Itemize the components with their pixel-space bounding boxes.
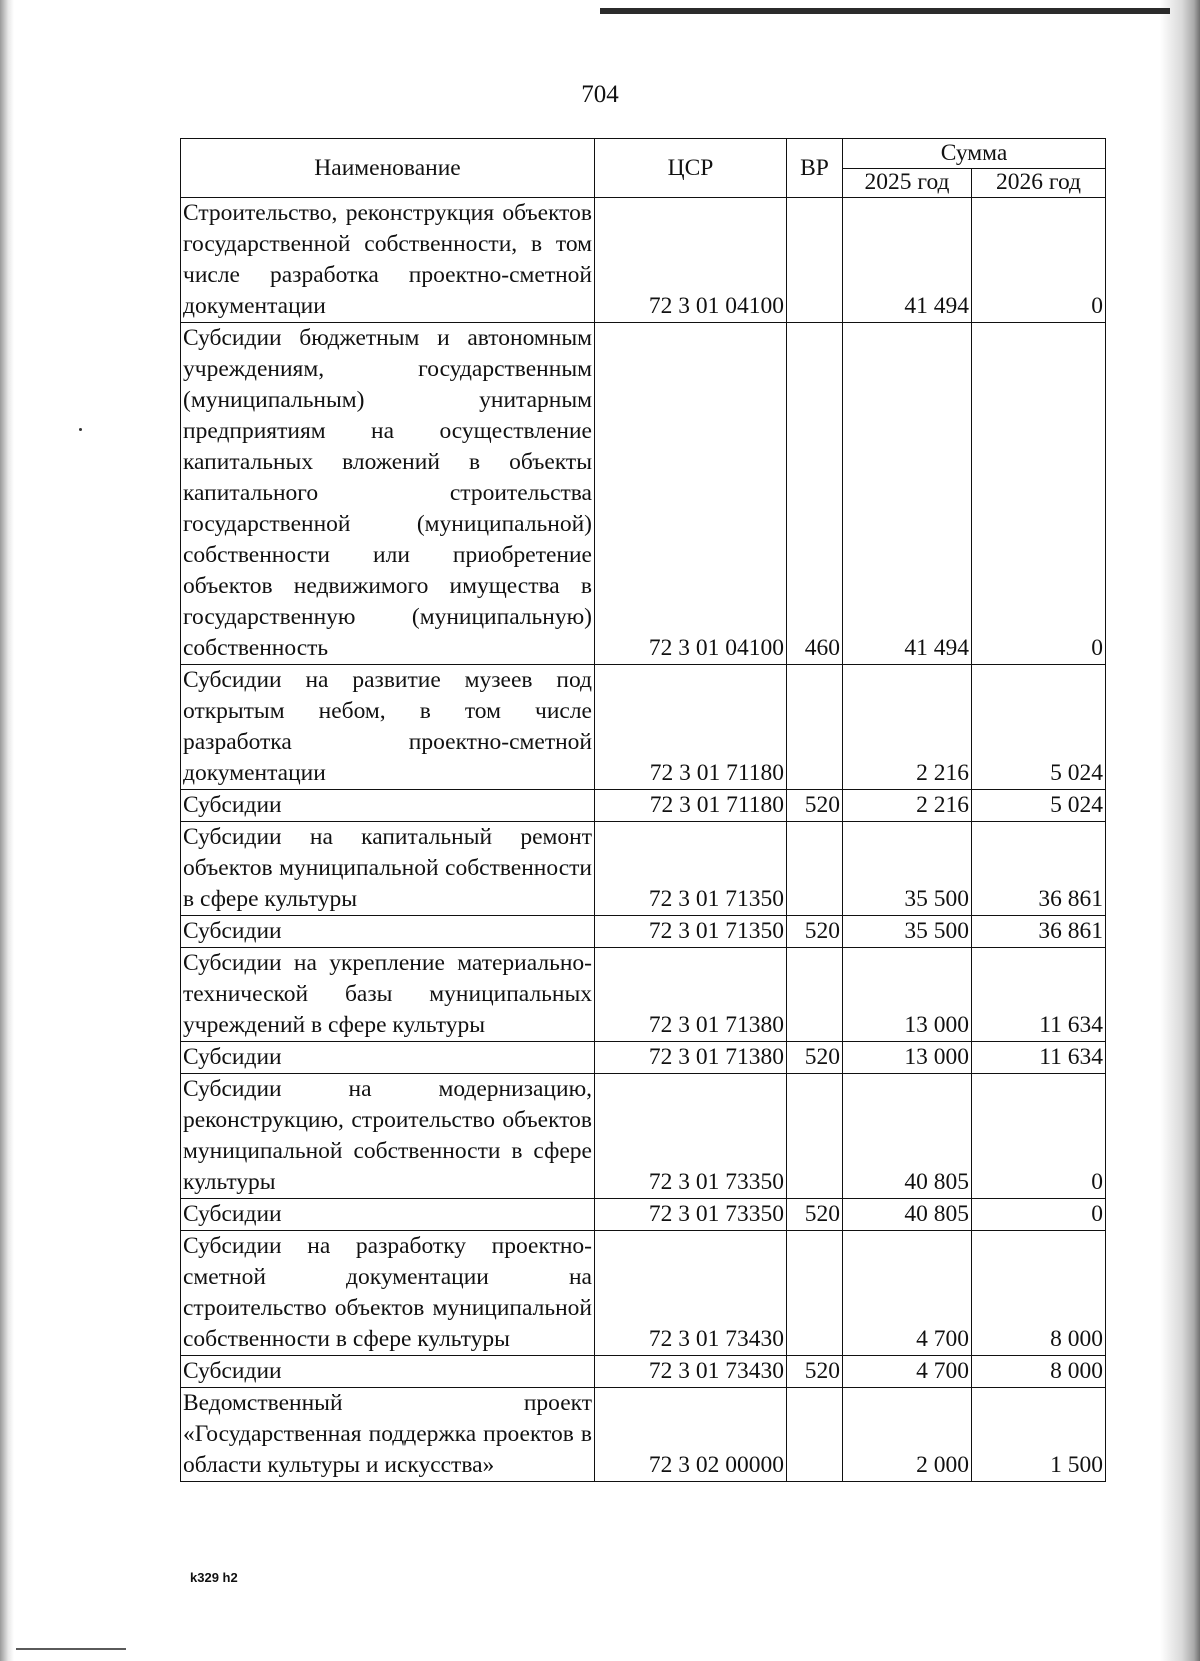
row-sum-2025: 35 500 [843,822,972,916]
row-vr [787,1388,843,1482]
row-sum-2026: 1 500 [972,1388,1106,1482]
page-number: 704 [581,81,619,108]
table-row [181,1388,1106,1482]
row-vr: 520 [787,1042,843,1074]
budget-table [180,138,1106,1482]
row-name: Субсидии на модернизацию, реконструкцию, строительство объектов муниципальной собственности в сфере культуры [181,1074,595,1199]
table-row [181,1074,1106,1199]
row-vr [787,948,843,1042]
row-vr: 520 [787,1199,843,1231]
table-row [181,1042,1106,1074]
row-name: Субсидии бюджетным и автономным учреждениям, государственным (муниципальным) унитарным предприятиям на осуществление капитальных вложений в объекты капитального строительства государственной (муниципальной) собственности или приобретение объектов недвижимого имущества в государственную (муниципальную) собственность [181,323,595,665]
row-csr: 72 3 01 71350 [595,916,787,948]
table-row [181,822,1106,916]
row-sum-2025: 41 494 [843,323,972,665]
row-sum-2026: 0 [972,198,1106,323]
row-vr [787,198,843,323]
row-csr: 72 3 01 04100 [595,198,787,323]
header-name: Наименование [181,139,595,198]
row-name: Субсидии [181,1199,595,1231]
table-row [181,948,1106,1042]
row-name: Субсидии на разработку проектно-сметной документации на строительство объектов муниципальной собственности в сфере культуры [181,1231,595,1356]
row-sum-2026: 11 634 [972,948,1106,1042]
table-row [181,916,1106,948]
row-name: Строительство, реконструкция объектов государственной собственности, в том числе разработка проектно-сметной документации [181,198,595,323]
header-sum: Сумма [843,139,1106,169]
table-row [181,790,1106,822]
row-sum-2026: 0 [972,323,1106,665]
row-name: Субсидии [181,790,595,822]
row-vr: 520 [787,790,843,822]
table-row [181,1356,1106,1388]
row-csr: 72 3 01 04100 [595,323,787,665]
row-sum-2025: 40 805 [843,1199,972,1231]
table-row [181,1231,1106,1356]
row-sum-2025: 40 805 [843,1074,972,1199]
header-vr: ВР [787,139,843,198]
row-sum-2026: 5 024 [972,790,1106,822]
row-csr: 72 3 01 71180 [595,665,787,790]
table-row [181,1199,1106,1231]
row-name: Субсидии [181,1042,595,1074]
row-csr: 72 3 01 71380 [595,948,787,1042]
row-sum-2025: 2 000 [843,1388,972,1482]
row-sum-2026: 36 861 [972,916,1106,948]
scan-speck [79,428,82,431]
row-name: Субсидии на капитальный ремонт объектов муниципальной собственности в сфере культуры [181,822,595,916]
table-row [181,198,1106,323]
row-vr [787,665,843,790]
row-sum-2025: 13 000 [843,1042,972,1074]
row-csr: 72 3 01 71380 [595,1042,787,1074]
row-csr: 72 3 01 73430 [595,1356,787,1388]
row-sum-2025: 2 216 [843,665,972,790]
header-row [181,139,1106,169]
row-name: Субсидии на укрепление материально-технической базы муниципальных учреждений в сфере культуры [181,948,595,1042]
row-sum-2026: 0 [972,1199,1106,1231]
scan-edge-bottom [16,1648,126,1650]
scan-edge-right [1160,0,1200,1661]
row-vr: 460 [787,323,843,665]
row-name: Субсидии [181,1356,595,1388]
row-sum-2026: 11 634 [972,1042,1106,1074]
row-csr: 72 3 01 73350 [595,1199,787,1231]
row-sum-2025: 4 700 [843,1231,972,1356]
row-vr: 520 [787,916,843,948]
row-sum-2025: 35 500 [843,916,972,948]
table-row [181,665,1106,790]
row-sum-2026: 8 000 [972,1231,1106,1356]
row-csr: 72 3 02 00000 [595,1388,787,1482]
row-vr [787,1231,843,1356]
row-sum-2026: 0 [972,1074,1106,1199]
row-name: Ведомственный проект «Государственная поддержка проектов в области культуры и искусства» [181,1388,595,1482]
row-sum-2025: 13 000 [843,948,972,1042]
row-sum-2025: 4 700 [843,1356,972,1388]
table-row [181,323,1106,665]
row-vr [787,1074,843,1199]
row-sum-2025: 2 216 [843,790,972,822]
row-name: Субсидии на развитие музеев под открытым небом, в том числе разработка проектно-сметной документации [181,665,595,790]
row-sum-2026: 8 000 [972,1356,1106,1388]
row-csr: 72 3 01 73350 [595,1074,787,1199]
row-sum-2026: 36 861 [972,822,1106,916]
row-sum-2026: 5 024 [972,665,1106,790]
footer-code: k329 h2 [190,1570,238,1585]
scan-edge-top [600,8,1170,14]
header-csr: ЦСР [595,139,787,198]
scan-edge-left [0,0,14,1661]
row-csr: 72 3 01 71180 [595,790,787,822]
header-year-2025: 2025 год [843,168,972,198]
row-csr: 72 3 01 71350 [595,822,787,916]
row-name: Субсидии [181,916,595,948]
header-year-2026: 2026 год [972,168,1106,198]
row-vr: 520 [787,1356,843,1388]
row-vr [787,822,843,916]
row-sum-2025: 41 494 [843,198,972,323]
row-csr: 72 3 01 73430 [595,1231,787,1356]
